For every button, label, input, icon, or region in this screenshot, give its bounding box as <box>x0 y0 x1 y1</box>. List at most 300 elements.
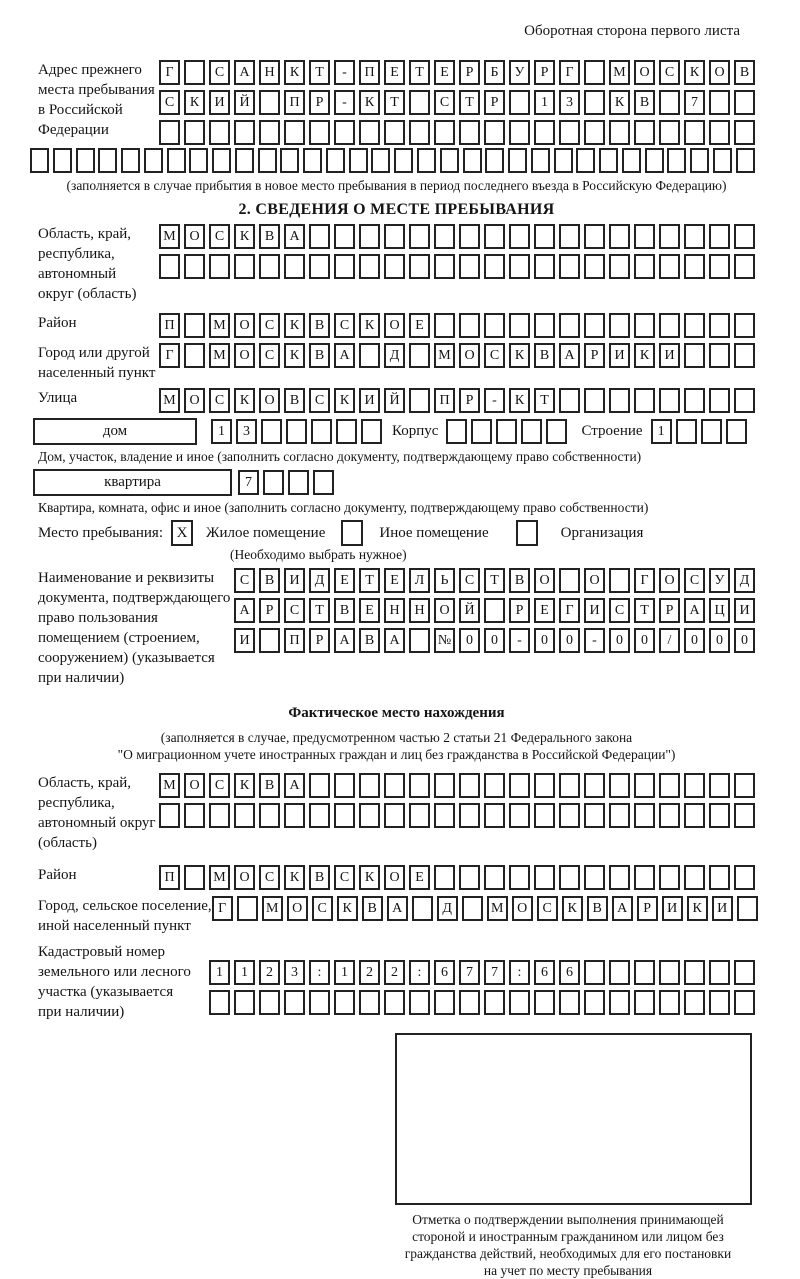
char-box <box>634 254 655 279</box>
char-box: Й <box>384 388 405 413</box>
char-box: К <box>684 60 705 85</box>
char-box: Д <box>309 568 330 593</box>
city-label <box>38 343 155 383</box>
char-box: 0 <box>534 628 555 653</box>
header-note: Оборотная сторона первого листа <box>524 23 740 39</box>
char-box <box>284 120 305 145</box>
char-box: П <box>434 388 455 413</box>
char-box <box>258 148 277 173</box>
char-box: М <box>209 343 230 368</box>
char-box: А <box>284 773 305 798</box>
char-box: Г <box>559 598 580 623</box>
char-box <box>384 254 405 279</box>
char-box: С <box>259 865 280 890</box>
char-box <box>609 773 630 798</box>
fact-region-row-1 <box>159 773 755 798</box>
district-field <box>38 313 755 338</box>
char-box <box>184 343 205 368</box>
char-box <box>634 224 655 249</box>
char-box: В <box>509 568 530 593</box>
char-box: А <box>284 224 305 249</box>
char-box: : <box>509 960 530 985</box>
char-box: О <box>584 568 605 593</box>
char-box: В <box>309 865 330 890</box>
char-box <box>509 313 530 338</box>
char-box: Й <box>234 90 255 115</box>
char-box: Г <box>634 568 655 593</box>
char-box <box>359 803 380 828</box>
char-box: О <box>259 388 280 413</box>
char-box <box>336 419 357 444</box>
char-box <box>546 419 567 444</box>
char-box: П <box>359 60 380 85</box>
char-box <box>234 803 255 828</box>
char-box <box>309 803 330 828</box>
char-box <box>459 120 480 145</box>
char-box <box>384 803 405 828</box>
char-box <box>334 120 355 145</box>
char-box <box>434 224 455 249</box>
char-box <box>409 90 430 115</box>
char-box: Е <box>534 598 555 623</box>
char-box <box>446 419 467 444</box>
char-box <box>534 254 555 279</box>
char-box: С <box>234 568 255 593</box>
checkbox-organizatsiya <box>516 520 538 546</box>
house-caption: Дом, участок, владение и иное (заполнить согласно документу, подтверждающему право собственности) <box>38 449 642 464</box>
char-box: 7 <box>459 960 480 985</box>
char-box <box>434 803 455 828</box>
fact-region-row-2 <box>159 803 755 828</box>
char-box: Т <box>359 568 380 593</box>
char-box <box>599 148 618 173</box>
char-box <box>209 254 230 279</box>
char-box <box>409 388 430 413</box>
cadastral-boxes <box>209 942 755 1015</box>
char-box: И <box>584 598 605 623</box>
char-box <box>734 990 755 1015</box>
char-box <box>609 120 630 145</box>
char-box <box>709 343 730 368</box>
char-box <box>684 254 705 279</box>
char-box: 1 <box>651 419 672 444</box>
char-box: 3 <box>236 419 257 444</box>
char-box <box>531 148 550 173</box>
char-box: С <box>259 313 280 338</box>
char-box: П <box>159 313 180 338</box>
char-box <box>734 803 755 828</box>
char-box: 3 <box>559 90 580 115</box>
street-field <box>38 388 755 413</box>
char-box <box>659 960 680 985</box>
char-box: Е <box>384 60 405 85</box>
char-box <box>259 90 280 115</box>
char-box <box>634 773 655 798</box>
char-box <box>659 388 680 413</box>
fact-city-label-line: Город, сельское поселение, <box>38 898 212 914</box>
char-box <box>417 148 436 173</box>
char-box: Р <box>459 60 480 85</box>
char-box <box>609 254 630 279</box>
char-box <box>534 120 555 145</box>
char-box: М <box>609 60 630 85</box>
char-box: В <box>309 343 330 368</box>
char-box <box>167 148 186 173</box>
char-box <box>737 896 758 921</box>
cadastral-label-line: Кадастровый номер <box>38 944 165 960</box>
char-box <box>409 773 430 798</box>
char-box: В <box>534 343 555 368</box>
char-box <box>521 419 542 444</box>
option-label-inoe: Иное помещение <box>379 524 489 541</box>
char-box <box>334 803 355 828</box>
document-row-2 <box>234 598 755 623</box>
region-field <box>38 224 755 304</box>
char-box <box>634 120 655 145</box>
char-box <box>509 254 530 279</box>
char-box <box>659 773 680 798</box>
char-box <box>484 120 505 145</box>
char-box <box>459 254 480 279</box>
fact-district-field <box>38 865 755 890</box>
char-box <box>384 990 405 1015</box>
fact-region-label <box>38 773 156 853</box>
char-box <box>584 313 605 338</box>
char-box <box>98 148 117 173</box>
char-box <box>484 803 505 828</box>
char-box <box>434 773 455 798</box>
char-box: И <box>712 896 733 921</box>
char-box <box>459 803 480 828</box>
char-box <box>709 120 730 145</box>
street-row <box>159 388 755 413</box>
char-box: Е <box>409 865 430 890</box>
char-box: И <box>359 388 380 413</box>
char-box: 2 <box>384 960 405 985</box>
fact-region-label-line: (область) <box>38 835 97 851</box>
char-box <box>334 254 355 279</box>
prev-address-label-line: Федерации <box>38 122 109 138</box>
char-box: Е <box>434 60 455 85</box>
char-box <box>76 148 95 173</box>
char-box: К <box>634 343 655 368</box>
char-box <box>144 148 163 173</box>
char-box <box>667 148 686 173</box>
char-box: В <box>309 313 330 338</box>
char-box <box>576 148 595 173</box>
char-box: О <box>184 388 205 413</box>
char-box: В <box>634 90 655 115</box>
char-box: Р <box>459 388 480 413</box>
char-box: А <box>559 343 580 368</box>
char-box <box>30 148 49 173</box>
char-box <box>684 120 705 145</box>
char-box: О <box>234 865 255 890</box>
char-box <box>484 313 505 338</box>
char-box: Д <box>734 568 755 593</box>
char-box: О <box>634 60 655 85</box>
char-box <box>584 254 605 279</box>
char-box: У <box>709 568 730 593</box>
option-label-zhiloe: Жилое помещение <box>206 524 326 541</box>
char-box <box>159 120 180 145</box>
char-box <box>709 224 730 249</box>
prev-address-caption: (заполняется в случае прибытия в новое место пребывания в период последнего въезда в Российскую Федерацию) <box>66 178 727 193</box>
char-box: П <box>159 865 180 890</box>
char-box <box>534 865 555 890</box>
char-box <box>584 865 605 890</box>
prev-address-row-2 <box>159 90 755 115</box>
char-box: С <box>537 896 558 921</box>
char-box <box>234 254 255 279</box>
char-box <box>409 224 430 249</box>
char-box: Т <box>459 90 480 115</box>
char-box <box>701 419 722 444</box>
char-box: В <box>362 896 383 921</box>
korpus-label: Корпус <box>392 423 439 439</box>
char-box <box>384 120 405 145</box>
char-box <box>484 865 505 890</box>
char-box <box>496 419 517 444</box>
char-box <box>261 419 282 444</box>
char-box <box>459 990 480 1015</box>
char-box <box>284 803 305 828</box>
char-box: - <box>334 60 355 85</box>
city-label-line: Город или другой <box>38 345 150 361</box>
char-box <box>384 224 405 249</box>
char-box: Б <box>484 60 505 85</box>
char-box: 6 <box>559 960 580 985</box>
char-box <box>509 865 530 890</box>
document-label <box>38 568 230 688</box>
char-box: 7 <box>484 960 505 985</box>
char-box: С <box>659 60 680 85</box>
fact-region-label-line: Область, край, <box>38 775 132 791</box>
char-box <box>634 803 655 828</box>
char-box <box>280 148 299 173</box>
char-box <box>313 470 334 495</box>
char-box <box>484 598 505 623</box>
char-box <box>684 803 705 828</box>
char-box <box>534 224 555 249</box>
char-box <box>609 388 630 413</box>
char-box: Т <box>309 60 330 85</box>
char-box <box>734 865 755 890</box>
char-box <box>184 803 205 828</box>
fact-district-label: Район <box>38 867 77 883</box>
apartment-caption: Квартира, комната, офис и иное (заполнить согласно документу, подтверждающему право собственности) <box>38 500 649 515</box>
char-box: 0 <box>559 628 580 653</box>
char-box <box>609 865 630 890</box>
char-box <box>534 773 555 798</box>
char-box <box>286 419 307 444</box>
char-box <box>53 148 72 173</box>
char-box <box>359 773 380 798</box>
char-box: О <box>659 568 680 593</box>
char-box <box>234 990 255 1015</box>
char-box: М <box>262 896 283 921</box>
char-box <box>209 120 230 145</box>
char-box <box>484 773 505 798</box>
char-box <box>684 224 705 249</box>
char-box <box>709 960 730 985</box>
char-box <box>259 254 280 279</box>
char-box: Е <box>359 598 380 623</box>
char-box: Р <box>259 598 280 623</box>
char-box: К <box>509 388 530 413</box>
char-box <box>659 224 680 249</box>
document-row-3 <box>234 628 755 653</box>
char-box <box>409 254 430 279</box>
char-box <box>189 148 208 173</box>
cadastral-label-line: участка (указывается <box>38 984 174 1000</box>
city-field <box>38 343 755 383</box>
char-box: / <box>659 628 680 653</box>
fact-district-row <box>159 865 755 890</box>
char-box: О <box>459 343 480 368</box>
char-box: Р <box>309 628 330 653</box>
fact-region-label-line: республика, <box>38 795 115 811</box>
char-box <box>463 148 482 173</box>
korpus-boxes <box>446 419 567 444</box>
apartment-row <box>38 469 755 496</box>
char-box <box>634 865 655 890</box>
char-box: Д <box>384 343 405 368</box>
char-box <box>659 90 680 115</box>
char-box: К <box>234 388 255 413</box>
char-box: К <box>284 343 305 368</box>
char-box: Л <box>409 568 430 593</box>
region-label <box>38 224 136 304</box>
char-box: 7 <box>684 90 705 115</box>
char-box: 3 <box>284 960 305 985</box>
char-box <box>609 313 630 338</box>
char-box: 0 <box>634 628 655 653</box>
char-box: Р <box>309 90 330 115</box>
char-box <box>359 224 380 249</box>
char-box <box>554 148 573 173</box>
char-box: 1 <box>334 960 355 985</box>
char-box <box>288 470 309 495</box>
char-box: В <box>284 388 305 413</box>
char-box <box>309 990 330 1015</box>
char-box: К <box>359 865 380 890</box>
char-box: С <box>209 60 230 85</box>
document-label-line: право пользования <box>38 610 158 626</box>
char-box: С <box>159 90 180 115</box>
char-box <box>559 313 580 338</box>
fact-region-boxes <box>159 773 755 828</box>
house-type-box: дом <box>33 418 197 445</box>
document-label-line: при наличии) <box>38 670 125 686</box>
char-box: И <box>662 896 683 921</box>
char-box: № <box>434 628 455 653</box>
char-box <box>659 313 680 338</box>
char-box: П <box>284 628 305 653</box>
char-box: Г <box>159 343 180 368</box>
char-box <box>509 773 530 798</box>
char-box: К <box>609 90 630 115</box>
char-box: О <box>234 343 255 368</box>
char-box <box>440 148 459 173</box>
char-box: И <box>284 568 305 593</box>
char-box: С <box>309 388 330 413</box>
char-box: Д <box>437 896 458 921</box>
char-box: А <box>234 598 255 623</box>
char-box: 1 <box>209 960 230 985</box>
char-box: 0 <box>459 628 480 653</box>
char-box <box>609 803 630 828</box>
char-box <box>434 313 455 338</box>
char-box <box>609 960 630 985</box>
char-box <box>534 803 555 828</box>
char-box: М <box>159 773 180 798</box>
char-box: 2 <box>359 960 380 985</box>
char-box <box>559 388 580 413</box>
char-box <box>584 120 605 145</box>
char-box: В <box>587 896 608 921</box>
char-box <box>412 896 433 921</box>
fact-city-field <box>38 896 755 936</box>
char-box <box>584 224 605 249</box>
char-box <box>734 343 755 368</box>
stamp-caption <box>368 1211 768 1279</box>
char-box: К <box>687 896 708 921</box>
char-box <box>684 343 705 368</box>
char-box: : <box>309 960 330 985</box>
char-box <box>534 313 555 338</box>
char-box <box>659 254 680 279</box>
char-box: В <box>259 568 280 593</box>
stroenie-label: Строение <box>581 423 643 439</box>
char-box: С <box>209 224 230 249</box>
cadastral-field <box>38 942 755 1022</box>
fact-city-label <box>38 896 212 936</box>
char-box <box>284 990 305 1015</box>
char-box: М <box>159 388 180 413</box>
city-row <box>159 343 755 368</box>
char-box: 7 <box>238 470 259 495</box>
cadastral-label <box>38 942 191 1022</box>
char-box <box>508 148 527 173</box>
char-box: А <box>334 343 355 368</box>
char-box: С <box>284 598 305 623</box>
char-box <box>184 313 205 338</box>
char-box <box>734 254 755 279</box>
char-box <box>184 60 205 85</box>
char-box: О <box>384 865 405 890</box>
char-box: : <box>409 960 430 985</box>
char-box <box>559 568 580 593</box>
char-box <box>584 388 605 413</box>
char-box <box>684 773 705 798</box>
char-box <box>734 224 755 249</box>
fact-note-line-1: (заполняется в случае, предусмотренном частью 2 статьи 21 Федерального закона <box>160 730 633 745</box>
char-box <box>334 773 355 798</box>
char-box: Т <box>309 598 330 623</box>
char-box <box>559 773 580 798</box>
char-box <box>434 865 455 890</box>
char-box <box>263 470 284 495</box>
char-box <box>359 254 380 279</box>
char-box <box>303 148 322 173</box>
char-box <box>121 148 140 173</box>
char-box <box>509 90 530 115</box>
district-label: Район <box>38 315 77 331</box>
char-box <box>159 254 180 279</box>
char-box: К <box>359 90 380 115</box>
char-box: С <box>209 773 230 798</box>
